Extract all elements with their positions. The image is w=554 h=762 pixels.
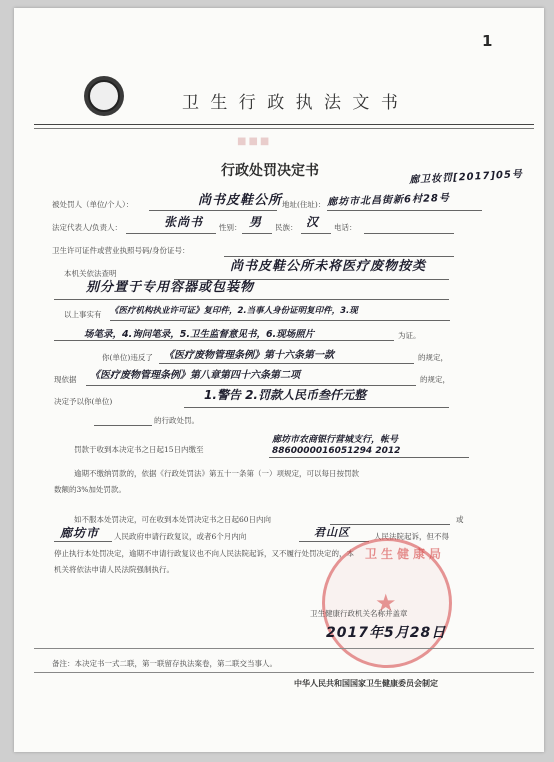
violated-prefix: 你(单位)违反了 <box>102 353 153 362</box>
emblem-logo <box>84 76 124 116</box>
watermark: ■■■ <box>237 136 272 147</box>
stamp-text: 卫生健康局 <box>365 547 446 561</box>
party-label: 被处罚人（单位/个人）： <box>52 200 134 209</box>
org-seal-label: 卫生健康行政机关名称并盖章 <box>310 609 408 618</box>
basis-suffix: 的规定， <box>420 375 450 384</box>
late-line-1: 逾期不缴纳罚款的，依据《行政处罚法》第五十一条第（一）项规定，可以每日按罚款 <box>74 469 359 478</box>
phone-label: 电话： <box>334 223 357 232</box>
payment-text: 罚款于收到本决定书之日起15日内缴至 <box>74 445 204 454</box>
footer-issuer: 中华人民共和国国家卫生健康委员会制定 <box>294 679 438 688</box>
ethnic-value: 汉 <box>306 215 320 229</box>
appeal-line-3: 停止执行本处罚决定，逾期不申请行政复议也不向人民法院起诉，又不履行处罚决定的，本 <box>54 549 354 558</box>
address-value: 廊坊市北昌街新6村28号 <box>326 192 451 209</box>
appeal-line-2-suffix: 人民法院起诉，但不得 <box>374 532 449 541</box>
evidence-line-1: 《医疗机构执业许可证》复印件，2.当事人身份证明复印件，3.现 <box>110 306 358 316</box>
page-number: 1 <box>482 32 493 50</box>
footer-note: 备注：本决定书一式二联，第一联留存执法案卷，第二联交当事人。 <box>52 659 277 668</box>
ethnic-label: 民族： <box>275 223 298 232</box>
document-number: 廊卫妆罚[2017]05号 <box>408 169 524 186</box>
representative-value: 张尚书 <box>164 215 204 229</box>
decision-prefix: 决定予以你(单位) <box>54 397 113 406</box>
basis-prefix: 现依据 <box>54 375 77 384</box>
appeal-gov: 廊坊市 <box>60 526 100 540</box>
document-page <box>14 8 544 752</box>
payment-account: 8860000016051294 2012 <box>272 446 401 456</box>
appeal-court: 君山区 <box>314 526 350 539</box>
appeal-line-4: 机关将依法申请人民法院强制执行。 <box>54 565 174 574</box>
party-value: 尚书皮鞋公所 <box>198 193 283 208</box>
appeal-line-2: 人民政府申请行政复议，或者6个月内向 <box>114 532 247 541</box>
document-title: 行政处罚决定书 <box>221 163 319 179</box>
violation-line-2: 别分置于专用容器或包装物 <box>86 280 255 295</box>
decision-end: 的行政处罚。 <box>154 416 199 425</box>
star-icon: ★ <box>375 589 397 617</box>
signature-date: 2017年5月28日 <box>326 625 447 641</box>
address-label: 地址(住址)： <box>282 200 326 209</box>
appeal-line-1-suffix: 或 <box>456 515 464 524</box>
sex-value: 男 <box>249 215 263 229</box>
agency-title: 卫 生 行 政 执 法 文 书 <box>182 93 401 113</box>
basis-law: 《医疗废物管理条例》第八章第四十六条第二项 <box>90 370 300 381</box>
license-label: 卫生许可证件或营业执照号码/身份证号： <box>52 246 190 255</box>
representative-label: 法定代表人/负责人： <box>52 223 123 232</box>
late-line-2: 数额的3%加处罚款。 <box>54 485 126 494</box>
evidence-suffix: 为证。 <box>398 331 421 340</box>
payment-bank: 廊坊市农商银行营城支行，帐号 <box>272 435 399 445</box>
evidence-prefix: 以上事实有 <box>64 310 102 319</box>
violation-line-1: 尚书皮鞋公所未将医疗废物按类 <box>230 259 427 274</box>
sex-label: 性别： <box>219 223 242 232</box>
decision-value: 1.警告 2.罚款人民币叁仟元整 <box>204 388 366 402</box>
violation-label: 本机关依法查明 <box>64 269 117 278</box>
appeal-line-1: 如不服本处罚决定，可在收到本处罚决定书之日起60日内向 <box>74 515 272 524</box>
evidence-line-2: 场笔录，4.询问笔录，5.卫生监督意见书，6.现场照片 <box>84 329 315 340</box>
violated-suffix: 的规定， <box>418 353 448 362</box>
violated-law: 《医疗废物管理条例》第十六条第一款 <box>164 350 334 361</box>
